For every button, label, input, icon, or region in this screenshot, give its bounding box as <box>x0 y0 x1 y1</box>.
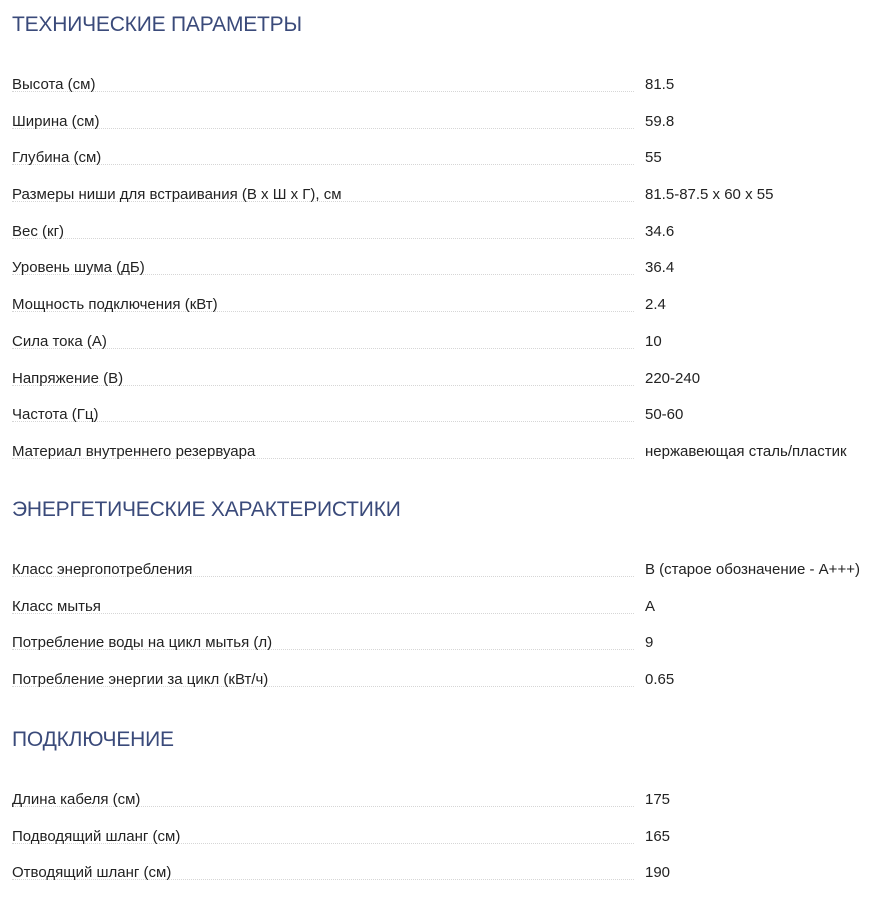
section-title: ПОДКЛЮЧЕНИЕ <box>12 728 174 751</box>
spec-row <box>12 790 877 827</box>
spec-label: Подводящий шланг (см) <box>12 827 181 845</box>
spec-row <box>12 597 877 634</box>
spec-label: Частота (Гц) <box>12 406 99 424</box>
spec-value: A <box>645 597 656 615</box>
spec-row <box>12 148 877 185</box>
dotted-leader <box>12 613 634 614</box>
spec-value: 59.8 <box>645 112 675 130</box>
spec-label: Материал внутреннего резервуара <box>12 442 256 460</box>
spec-value: 9 <box>645 634 654 652</box>
spec-list <box>12 75 877 479</box>
spec-value: 36.4 <box>645 259 675 277</box>
spec-label: Размеры ниши для встраивания (В х Ш х Г), см <box>12 186 342 204</box>
spec-row <box>12 560 877 597</box>
spec-value: 10 <box>645 332 662 350</box>
spec-value: 50-60 <box>645 406 684 424</box>
section-connection <box>12 727 877 900</box>
dotted-leader <box>12 91 634 92</box>
spec-value: 220-240 <box>645 369 701 387</box>
spec-value: 190 <box>645 864 671 882</box>
spec-row <box>12 369 877 406</box>
spec-list <box>12 790 877 900</box>
spec-row <box>12 863 877 900</box>
spec-label: Вес (кг) <box>12 222 65 240</box>
spec-row <box>12 75 877 112</box>
spec-label: Ширина (см) <box>12 112 100 130</box>
spec-row <box>12 222 877 259</box>
spec-label: Потребление воды на цикл мытья (л) <box>12 634 273 652</box>
spec-label: Длина кабеля (см) <box>12 791 141 808</box>
dotted-leader <box>12 421 634 422</box>
spec-row <box>12 112 877 149</box>
spec-value: 175 <box>645 791 671 808</box>
spec-label: Класс мытья <box>12 597 101 615</box>
spec-row <box>12 670 877 707</box>
spec-value: 2.4 <box>645 296 666 314</box>
dotted-leader <box>12 164 634 165</box>
spec-label: Глубина (см) <box>12 149 102 167</box>
spec-label: Мощность подключения (кВт) <box>12 296 218 314</box>
spec-value: 81.5-87.5 х 60 х 55 <box>645 186 774 204</box>
dotted-leader <box>12 128 634 129</box>
spec-row <box>12 405 877 442</box>
spec-value: нержавеющая сталь/пластик <box>645 442 847 460</box>
section-title: ТЕХНИЧЕСКИЕ ПАРАМЕТРЫ <box>12 13 302 36</box>
spec-value: B (старое обозначение - А+++) <box>645 561 860 578</box>
spec-value: 165 <box>645 827 671 845</box>
spec-value: 55 <box>645 149 662 167</box>
spec-value: 34.6 <box>645 222 675 240</box>
spec-label: Потребление энергии за цикл (кВт/ч) <box>12 671 269 689</box>
section-technical-parameters <box>12 12 877 479</box>
spec-row <box>12 827 877 864</box>
spec-value: 81.5 <box>645 76 675 93</box>
spec-label: Высота (см) <box>12 76 96 93</box>
spec-label: Класс энергопотребления <box>12 561 193 578</box>
section-energy-characteristics <box>12 497 877 707</box>
section-title: ЭНЕРГЕТИЧЕСКИЕ ХАРАКТЕРИСТИКИ <box>12 498 401 521</box>
dotted-leader <box>12 238 634 239</box>
spec-row <box>12 442 877 479</box>
spec-list <box>12 560 877 707</box>
spec-row <box>12 295 877 332</box>
spec-label: Напряжение (В) <box>12 369 124 387</box>
spec-value: 0.65 <box>645 671 675 689</box>
spec-label: Уровень шума (дБ) <box>12 259 145 277</box>
spec-label: Отводящий шланг (см) <box>12 864 172 882</box>
spec-row <box>12 185 877 222</box>
spec-label: Сила тока (А) <box>12 332 107 350</box>
spec-row <box>12 258 877 295</box>
spec-row <box>12 332 877 369</box>
spec-row <box>12 633 877 670</box>
